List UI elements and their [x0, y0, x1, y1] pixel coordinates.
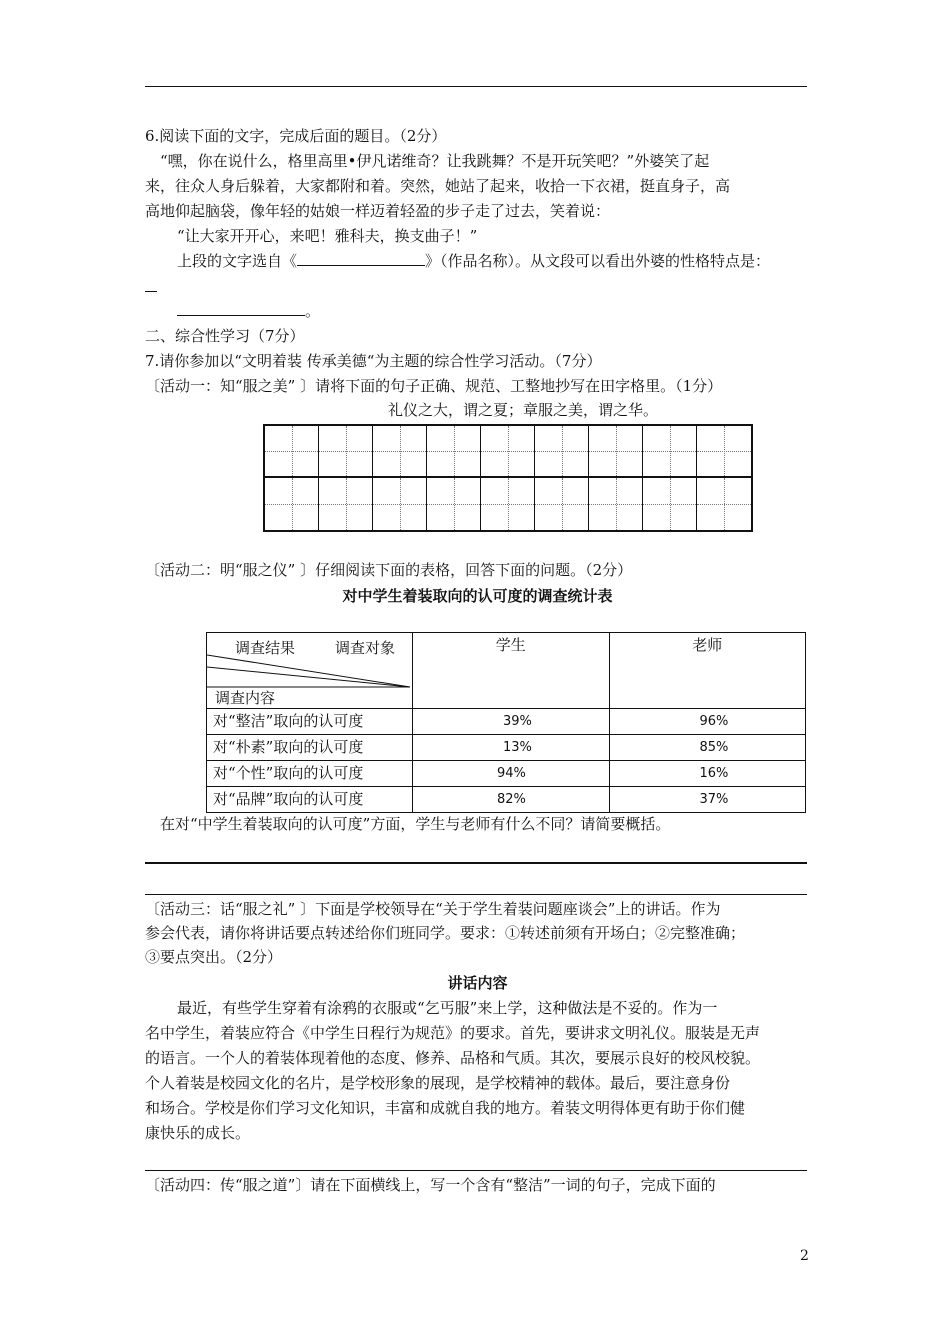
q7-title: 7.请你参加以“文明着装 传承美德“为主题的综合性学习活动。（7分）	[145, 352, 602, 370]
answer-line[interactable]	[145, 862, 807, 864]
activity1-sentence: 礼仪之大，谓之夏；章服之美，谓之华。	[388, 401, 659, 419]
q6-passage-line-1: “嘿，你在说什么，格里高里•伊凡诺维奇？让我跳舞？不是开玩笑吧？”外婆笑了起	[160, 152, 710, 170]
speech-line-6: 康快乐的成长。	[145, 1124, 251, 1142]
q6-question-a: 上段的文字选自《	[177, 252, 298, 270]
activity3-line-3: ③要点突出。（2分）	[145, 948, 283, 966]
student-value: 94%	[413, 761, 610, 787]
activity1-text: 〔活动一：知“服之美” 〕请将下面的句子正确、规范、工整地抄写在田字格里。（1分）	[145, 377, 723, 395]
row-label: 对“整洁”取向的认可度	[207, 709, 413, 735]
grid-cell[interactable]	[643, 478, 697, 530]
grid-cell[interactable]	[535, 478, 589, 530]
student-value: 82%	[413, 787, 610, 813]
corner-content: 调查内容	[215, 689, 276, 707]
grid-cell[interactable]	[373, 478, 427, 530]
corner-result: 调查结果	[235, 639, 296, 657]
speech-line-3: 的语言。一个人的着装体现着他的态度、修养、品格和气质。其次，要展示良好的校风校貌。	[145, 1049, 761, 1067]
grid-cell[interactable]	[481, 478, 535, 530]
activity3-line-1: 〔活动三：话“服之礼” 〕下面是学校领导在“关于学生着装问题座谈会”上的讲话。作为	[145, 900, 721, 918]
q6-question-b: 》（作品名称）。从文段可以看出外婆的性格特点是：	[425, 252, 771, 270]
grid-cell[interactable]	[265, 478, 319, 530]
section2-title: 二、综合性学习（7分）	[145, 327, 305, 345]
q6-question-end: 。	[305, 302, 321, 320]
column-header-teachers: 老师	[609, 633, 806, 709]
grid-cell[interactable]	[373, 426, 427, 478]
student-value: 13%	[413, 735, 610, 761]
teacher-value: 16%	[609, 761, 806, 787]
student-value: 39%	[413, 709, 610, 735]
speech-line-5: 和场合。学校是你们学习文化知识，丰富和成就自我的地方。着装文明得体更有助于你们健	[145, 1099, 746, 1117]
grid-cell[interactable]	[319, 426, 373, 478]
grid-cell[interactable]	[643, 426, 697, 478]
table-row	[207, 735, 806, 761]
top-rule	[145, 86, 807, 87]
grid-cell[interactable]	[265, 426, 319, 478]
table-row	[207, 709, 806, 735]
speech-title: 讲话内容	[447, 974, 508, 992]
q6-answer-line	[177, 299, 842, 324]
q6-short-dash	[145, 291, 157, 292]
grid-cell[interactable]	[427, 478, 481, 530]
grid-cell[interactable]	[697, 426, 751, 478]
column-header-students: 学生	[413, 633, 610, 709]
corner-object: 调查对象	[335, 639, 396, 657]
q6-passage-line-4: “让大家开开心，来吧！雅科夫，换支曲子！”	[177, 227, 478, 245]
character-trait-blank[interactable]	[177, 301, 305, 316]
activity4-top-rule	[145, 1170, 807, 1171]
speech-line-1: 最近，有些学生穿着有涂鸦的衣服或“乞丐服”来上学，这种做法是不妥的。作为一	[177, 999, 718, 1017]
speech-line-4: 个人着装是校园文化的名片，是学校形象的展现，是学校精神的载体。最后，要注意身份	[145, 1074, 731, 1092]
grid-cell[interactable]	[535, 426, 589, 478]
survey-table	[206, 632, 806, 813]
activity4-text: 〔活动四：传“服之道”〕请在下面横线上，写一个含有“整洁”一词的句子，完成下面的	[145, 1176, 716, 1194]
page-number: 2	[800, 1248, 809, 1264]
speech-line-2: 名中学生，着装应符合《中学生日程行为规范》的要求。首先，要讲求文明礼仪。服装是无声	[145, 1024, 761, 1042]
activity3-line-2: 参会代表，请你将讲话要点转述给你们班同学。要求：①转述前须有开场白；②完整准确；	[145, 924, 746, 942]
table-corner-cell	[207, 633, 413, 709]
tianzige-grid[interactable]	[263, 424, 753, 532]
grid-cell[interactable]	[319, 478, 373, 530]
activity2-question: 在对“中学生着装取向的认可度”方面，学生与老师有什么不同？请简要概括。	[160, 815, 671, 833]
q6-passage-line-2: 来，往众人身后躲着，大家都附和着。突然，她站了起来，收拾一下衣裙，挺直身子，高	[145, 177, 731, 195]
table-row	[207, 787, 806, 813]
q6-passage-line-3: 高地仰起脑袋，像年轻的姑娘一样迈着轻盈的步子走了过去，笑着说：	[145, 202, 611, 220]
row-label: 对“朴素”取向的认可度	[207, 735, 413, 761]
activity2-text: 〔活动二：明“服之仪” 〕仔细阅读下面的表格，回答下面的问题。（2分）	[145, 561, 633, 579]
grid-cell[interactable]	[589, 478, 643, 530]
work-title-blank[interactable]	[297, 251, 425, 266]
grid-cell[interactable]	[589, 426, 643, 478]
teacher-value: 85%	[609, 735, 806, 761]
table-row	[207, 761, 806, 787]
grid-cell[interactable]	[481, 426, 535, 478]
row-label: 对“个性”取向的认可度	[207, 761, 413, 787]
q6-title: 6.阅读下面的文字，完成后面的题目。（2分）	[145, 127, 447, 145]
grid-cell[interactable]	[427, 426, 481, 478]
teacher-value: 96%	[609, 709, 806, 735]
grid-cell[interactable]	[697, 478, 751, 530]
activity3-top-rule	[145, 894, 807, 895]
survey-table-title: 对中学生着装取向的认可度的调查统计表	[342, 587, 613, 605]
row-label: 对“品牌”取向的认可度	[207, 787, 413, 813]
q6-question	[177, 249, 842, 274]
teacher-value: 37%	[609, 787, 806, 813]
